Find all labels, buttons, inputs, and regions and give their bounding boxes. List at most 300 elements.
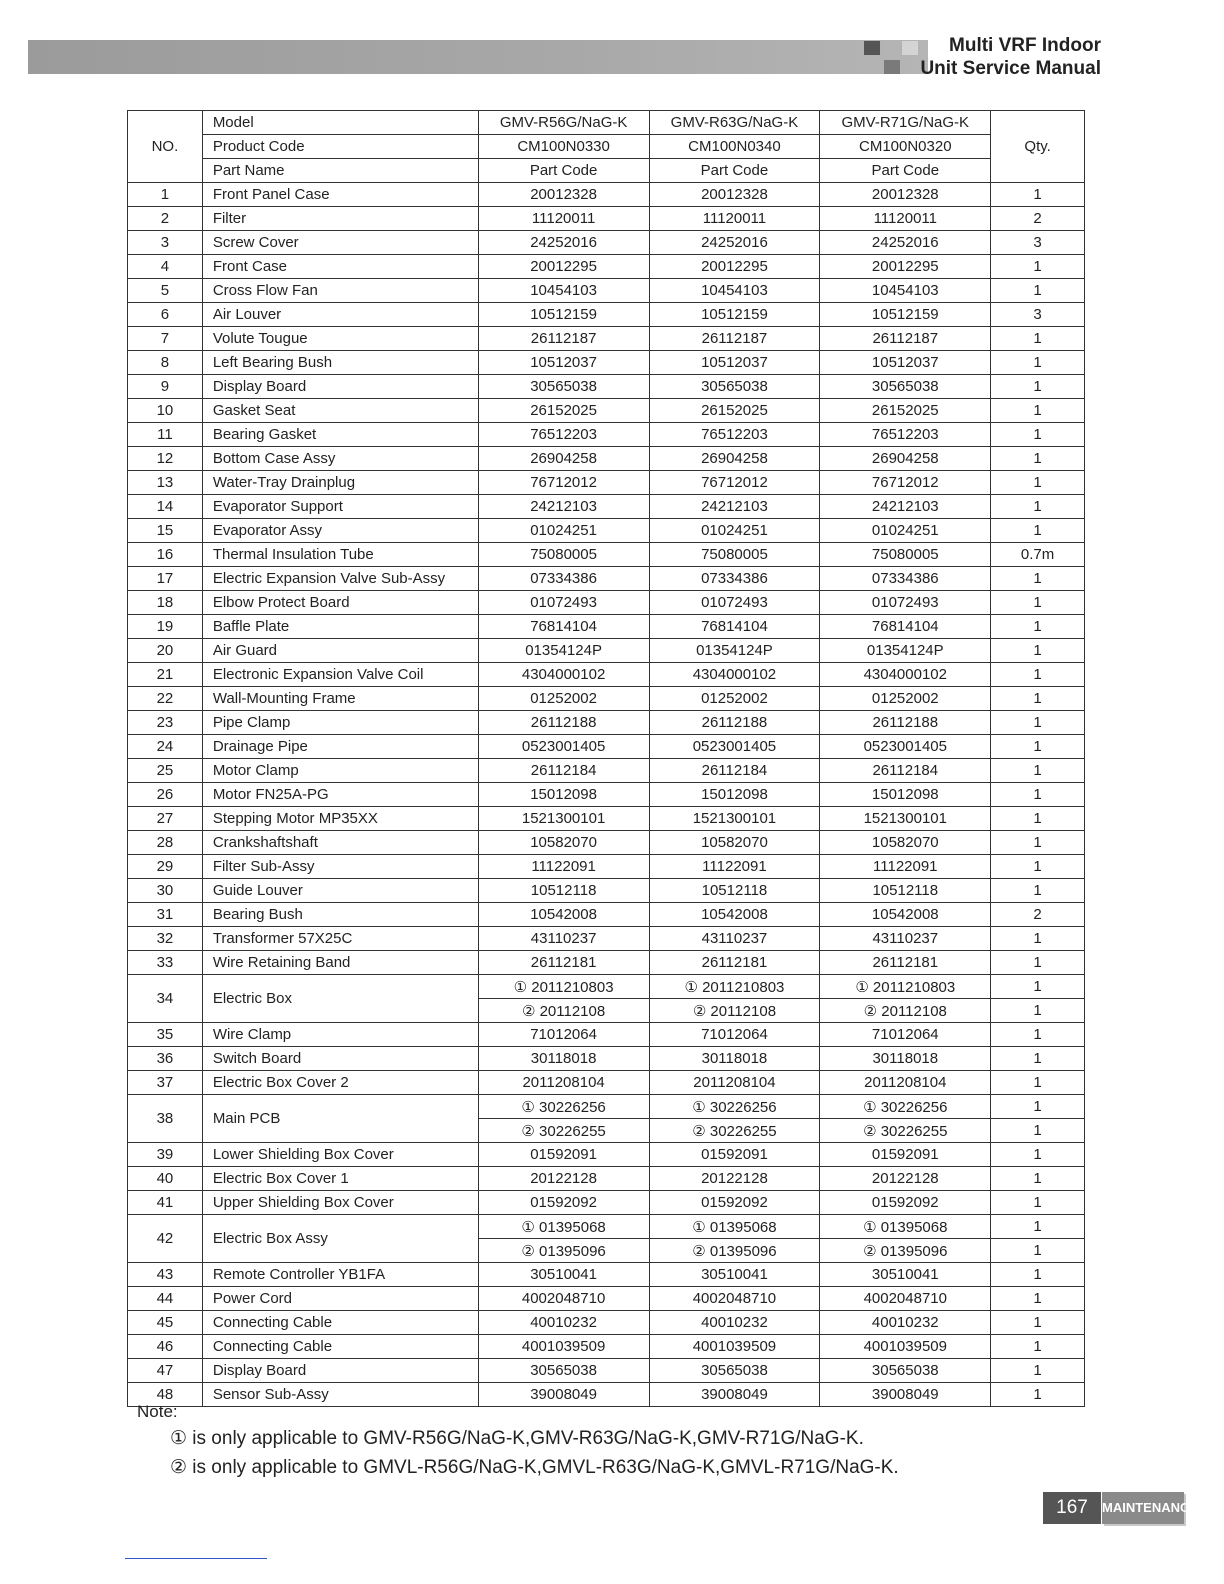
row-number: 31 (128, 903, 203, 927)
table-row (128, 207, 1085, 231)
quantity: 1 (991, 1047, 1085, 1071)
table-row (128, 831, 1085, 855)
quantity: 2 (991, 903, 1085, 927)
part-name: Water-Tray Drainplug (202, 471, 478, 495)
model-header-cell: CM100N0330 (478, 135, 649, 159)
quantity: 1 (991, 399, 1085, 423)
part-code: 71012064 (649, 1023, 820, 1047)
quantity: 1 (991, 711, 1085, 735)
part-code: 24212103 (478, 495, 649, 519)
row-number: 37 (128, 1071, 203, 1095)
row-number: 35 (128, 1023, 203, 1047)
row-number: 19 (128, 615, 203, 639)
part-code: 30510041 (478, 1263, 649, 1287)
part-code: 0523001405 (478, 735, 649, 759)
table-row (128, 663, 1085, 687)
quantity: 1 (991, 639, 1085, 663)
row-number: 29 (128, 855, 203, 879)
quantity: 0.7m (991, 543, 1085, 567)
table-row (128, 543, 1085, 567)
part-name: Filter (202, 207, 478, 231)
part-code: 76512203 (820, 423, 991, 447)
part-code: 01592091 (478, 1143, 649, 1167)
part-code: 26112187 (820, 327, 991, 351)
quantity: 1 (991, 927, 1085, 951)
part-code: ② 30226255 (478, 1119, 649, 1143)
part-code: 39008049 (649, 1383, 820, 1407)
part-code: 24212103 (820, 495, 991, 519)
table-row (128, 327, 1085, 351)
row-number: 45 (128, 1311, 203, 1335)
table-row (128, 279, 1085, 303)
part-code: 4304000102 (478, 663, 649, 687)
model-header-cell: GMV-R63G/NaG-K (649, 111, 820, 135)
part-name: Elbow Protect Board (202, 591, 478, 615)
note-line-2: ② is only applicable to GMVL-R56G/NaG-K,GMVL-R63G/NaG-K,GMVL-R71G/NaG-K. (170, 1457, 899, 1478)
part-code: 01252002 (820, 687, 991, 711)
model-header-cell: CM100N0340 (649, 135, 820, 159)
part-code: 11122091 (820, 855, 991, 879)
part-code: 26152025 (649, 399, 820, 423)
quantity: 1 (991, 375, 1085, 399)
part-code: ② 01395096 (649, 1239, 820, 1263)
part-code: ① 30226256 (649, 1095, 820, 1119)
part-code: 1521300101 (820, 807, 991, 831)
part-code: 11120011 (478, 207, 649, 231)
row-number: 10 (128, 399, 203, 423)
part-code: 30118018 (478, 1047, 649, 1071)
row-number: 24 (128, 735, 203, 759)
quantity: 1 (991, 495, 1085, 519)
part-code: 10512159 (820, 303, 991, 327)
header-label: Part Name (202, 159, 478, 183)
part-code: 01024251 (649, 519, 820, 543)
table-row (128, 615, 1085, 639)
part-code: 10512118 (649, 879, 820, 903)
part-code: 24252016 (820, 231, 991, 255)
table-row (128, 255, 1085, 279)
part-code: ② 20112108 (820, 999, 991, 1023)
table-row (128, 903, 1085, 927)
row-number: 16 (128, 543, 203, 567)
part-code: 20012328 (478, 183, 649, 207)
note-line-1: ① is only applicable to GMV-R56G/NaG-K,GMV-R63G/NaG-K,GMV-R71G/NaG-K. (170, 1428, 864, 1449)
quantity: 1 (991, 351, 1085, 375)
manual-title (920, 34, 1101, 80)
row-number: 5 (128, 279, 203, 303)
part-code: 40010232 (478, 1311, 649, 1335)
part-code: 76814104 (478, 615, 649, 639)
part-code: 01024251 (820, 519, 991, 543)
table-row (128, 1287, 1085, 1311)
part-code: 11120011 (820, 207, 991, 231)
part-name: Electric Box Assy (202, 1215, 478, 1263)
row-number: 7 (128, 327, 203, 351)
part-code: ② 01395096 (478, 1239, 649, 1263)
quantity: 1 (991, 591, 1085, 615)
part-name: Connecting Cable (202, 1311, 478, 1335)
part-name: Power Cord (202, 1287, 478, 1311)
part-code: 2011208104 (820, 1071, 991, 1095)
part-code: ① 2011210803 (649, 975, 820, 999)
part-code: 15012098 (820, 783, 991, 807)
table-row (128, 1095, 1085, 1119)
table-row (128, 591, 1085, 615)
part-code: 01592091 (820, 1143, 991, 1167)
row-number: 39 (128, 1143, 203, 1167)
table-row (128, 183, 1085, 207)
part-code: 20122128 (820, 1167, 991, 1191)
part-code: 30118018 (649, 1047, 820, 1071)
table-row (128, 687, 1085, 711)
quantity: 1 (991, 1359, 1085, 1383)
part-code: 26904258 (649, 447, 820, 471)
part-code: 10512037 (478, 351, 649, 375)
part-code: 10512037 (649, 351, 820, 375)
part-code: 24252016 (649, 231, 820, 255)
table-row (128, 519, 1085, 543)
part-code: 26112187 (649, 327, 820, 351)
part-code: 76712012 (820, 471, 991, 495)
table-row (128, 855, 1085, 879)
table-row (128, 1143, 1085, 1167)
part-code: 07334386 (820, 567, 991, 591)
part-code: 26152025 (820, 399, 991, 423)
quantity: 1 (991, 663, 1085, 687)
table-row (128, 1359, 1085, 1383)
part-name: Motor FN25A-PG (202, 783, 478, 807)
part-code: 01354124P (649, 639, 820, 663)
part-code: 26112187 (478, 327, 649, 351)
quantity: 2 (991, 207, 1085, 231)
row-number: 18 (128, 591, 203, 615)
part-code: 0523001405 (820, 735, 991, 759)
part-code: 43110237 (478, 927, 649, 951)
part-name: Bearing Gasket (202, 423, 478, 447)
table-row (128, 231, 1085, 255)
quantity: 1 (991, 687, 1085, 711)
row-number: 20 (128, 639, 203, 663)
part-code: 26112188 (478, 711, 649, 735)
part-code: 30565038 (478, 1359, 649, 1383)
part-code: 01252002 (649, 687, 820, 711)
part-code: ① 01395068 (820, 1215, 991, 1239)
part-name: Left Bearing Bush (202, 351, 478, 375)
part-code: 26112181 (649, 951, 820, 975)
header-row (128, 159, 1085, 183)
header-label: Product Code (202, 135, 478, 159)
quantity: 1 (991, 1383, 1085, 1407)
part-name: Gasket Seat (202, 399, 478, 423)
row-number: 28 (128, 831, 203, 855)
row-number: 47 (128, 1359, 203, 1383)
part-code: 20012328 (820, 183, 991, 207)
part-code: ① 30226256 (820, 1095, 991, 1119)
no-header: NO. (128, 111, 203, 183)
quantity: 1 (991, 519, 1085, 543)
header-row (128, 135, 1085, 159)
part-code: 39008049 (478, 1383, 649, 1407)
part-code: 71012064 (820, 1023, 991, 1047)
table-row (128, 783, 1085, 807)
quantity: 1 (991, 831, 1085, 855)
part-name: Wire Retaining Band (202, 951, 478, 975)
part-code: 20012295 (820, 255, 991, 279)
table-row (128, 375, 1085, 399)
table-row (128, 1263, 1085, 1287)
part-code: 40010232 (820, 1311, 991, 1335)
part-code: 10512118 (820, 879, 991, 903)
part-code: ② 30226255 (649, 1119, 820, 1143)
part-name: Evaporator Assy (202, 519, 478, 543)
table-row (128, 1167, 1085, 1191)
part-code: 76712012 (649, 471, 820, 495)
part-code: 39008049 (820, 1383, 991, 1407)
part-code: 11122091 (478, 855, 649, 879)
part-code: 76512203 (649, 423, 820, 447)
part-code: 10542008 (478, 903, 649, 927)
part-code: 11122091 (649, 855, 820, 879)
row-number: 34 (128, 975, 203, 1023)
row-number: 12 (128, 447, 203, 471)
part-name: Motor Clamp (202, 759, 478, 783)
part-code: 10582070 (820, 831, 991, 855)
quantity: 1 (991, 855, 1085, 879)
row-number: 26 (128, 783, 203, 807)
part-name: Switch Board (202, 1047, 478, 1071)
table-row (128, 1071, 1085, 1095)
row-number: 32 (128, 927, 203, 951)
header-row (128, 111, 1085, 135)
part-name: Electric Box Cover 1 (202, 1167, 478, 1191)
quantity: 1 (991, 783, 1085, 807)
part-name: Bottom Case Assy (202, 447, 478, 471)
part-name: Lower Shielding Box Cover (202, 1143, 478, 1167)
part-code: 10512159 (649, 303, 820, 327)
part-name: Baffle Plate (202, 615, 478, 639)
part-code: 26904258 (478, 447, 649, 471)
quantity: 1 (991, 471, 1085, 495)
part-code: 4304000102 (820, 663, 991, 687)
part-code: 10512118 (478, 879, 649, 903)
part-code: 01072493 (649, 591, 820, 615)
part-code: 26112184 (820, 759, 991, 783)
table-row (128, 1191, 1085, 1215)
part-name: Stepping Motor MP35XX (202, 807, 478, 831)
part-code: 30565038 (649, 375, 820, 399)
quantity: 1 (991, 807, 1085, 831)
part-code: 75080005 (478, 543, 649, 567)
part-code: 75080005 (820, 543, 991, 567)
quantity: 1 (991, 279, 1085, 303)
table-row (128, 927, 1085, 951)
quantity: 1 (991, 1335, 1085, 1359)
row-number: 14 (128, 495, 203, 519)
part-code: 30118018 (820, 1047, 991, 1071)
part-name: Screw Cover (202, 231, 478, 255)
part-code: ① 2011210803 (478, 975, 649, 999)
part-code: 4001039509 (820, 1335, 991, 1359)
part-name: Volute Tougue (202, 327, 478, 351)
part-name: Front Panel Case (202, 183, 478, 207)
part-code: 30565038 (820, 375, 991, 399)
part-code: 30565038 (820, 1359, 991, 1383)
part-code: 24212103 (649, 495, 820, 519)
part-name: Electric Box (202, 975, 478, 1023)
quantity: 1 (991, 1119, 1085, 1143)
manual-title-line1: Multi VRF Indoor (949, 35, 1101, 56)
part-code: 10454103 (649, 279, 820, 303)
part-name: Front Case (202, 255, 478, 279)
part-code: 76712012 (478, 471, 649, 495)
part-name: Evaporator Support (202, 495, 478, 519)
part-code: 01592091 (649, 1143, 820, 1167)
page-number: 167 (1043, 1492, 1101, 1524)
quantity: 1 (991, 1311, 1085, 1335)
quantity: 1 (991, 255, 1085, 279)
part-code: 10454103 (820, 279, 991, 303)
part-name: Cross Flow Fan (202, 279, 478, 303)
part-code: 26112184 (649, 759, 820, 783)
part-name: Electronic Expansion Valve Coil (202, 663, 478, 687)
part-code: 01592092 (478, 1191, 649, 1215)
row-number: 25 (128, 759, 203, 783)
part-name: Electric Box Cover 2 (202, 1071, 478, 1095)
part-code: 01354124P (478, 639, 649, 663)
part-code: 0523001405 (649, 735, 820, 759)
part-code: 10582070 (478, 831, 649, 855)
row-number: 48 (128, 1383, 203, 1407)
table-row (128, 495, 1085, 519)
row-number: 30 (128, 879, 203, 903)
model-header-cell: Part Code (649, 159, 820, 183)
row-number: 2 (128, 207, 203, 231)
header-label: Model (202, 111, 478, 135)
part-code: 20122128 (649, 1167, 820, 1191)
part-code: 26112181 (820, 951, 991, 975)
row-number: 13 (128, 471, 203, 495)
qty-header: Qty. (991, 111, 1085, 183)
table-row (128, 639, 1085, 663)
part-code: 76512203 (478, 423, 649, 447)
part-code: 30565038 (649, 1359, 820, 1383)
table-row (128, 303, 1085, 327)
part-name: Wall-Mounting Frame (202, 687, 478, 711)
part-code: 71012064 (478, 1023, 649, 1047)
table-row (128, 1047, 1085, 1071)
table-row (128, 711, 1085, 735)
row-number: 11 (128, 423, 203, 447)
table-row (128, 423, 1085, 447)
part-name: Wire Clamp (202, 1023, 478, 1047)
part-code: 07334386 (649, 567, 820, 591)
row-number: 9 (128, 375, 203, 399)
table-row (128, 807, 1085, 831)
table-row (128, 1383, 1085, 1407)
table-row (128, 1023, 1085, 1047)
part-code: 20012328 (649, 183, 820, 207)
part-code: 15012098 (478, 783, 649, 807)
table-row (128, 447, 1085, 471)
model-header-cell: Part Code (478, 159, 649, 183)
quantity: 1 (991, 423, 1085, 447)
row-number: 44 (128, 1287, 203, 1311)
row-number: 33 (128, 951, 203, 975)
part-name: Electric Expansion Valve Sub-Assy (202, 567, 478, 591)
part-code: 4001039509 (649, 1335, 820, 1359)
part-code: 76814104 (649, 615, 820, 639)
part-name: Sensor Sub-Assy (202, 1383, 478, 1407)
quantity: 1 (991, 1095, 1085, 1119)
quantity: 1 (991, 183, 1085, 207)
row-number: 23 (128, 711, 203, 735)
part-name: Air Louver (202, 303, 478, 327)
part-name: Crankshaftshaft (202, 831, 478, 855)
quantity: 1 (991, 735, 1085, 759)
quantity: 1 (991, 1263, 1085, 1287)
quantity: 1 (991, 999, 1085, 1023)
part-code: 10542008 (649, 903, 820, 927)
row-number: 36 (128, 1047, 203, 1071)
part-code: 2011208104 (478, 1071, 649, 1095)
table-row (128, 975, 1085, 999)
part-code: 43110237 (649, 927, 820, 951)
part-code: 10582070 (649, 831, 820, 855)
table-row (128, 567, 1085, 591)
part-code: 26112184 (478, 759, 649, 783)
row-number: 17 (128, 567, 203, 591)
part-code: ① 01395068 (649, 1215, 820, 1239)
part-name: Upper Shielding Box Cover (202, 1191, 478, 1215)
model-header-cell: GMV-R56G/NaG-K (478, 111, 649, 135)
table-row (128, 471, 1085, 495)
part-code: ① 2011210803 (820, 975, 991, 999)
manual-title-line2: Unit Service Manual (920, 58, 1101, 79)
table-row (128, 1215, 1085, 1239)
row-number: 1 (128, 183, 203, 207)
table-row (128, 879, 1085, 903)
quantity: 1 (991, 615, 1085, 639)
row-number: 22 (128, 687, 203, 711)
quantity: 1 (991, 1143, 1085, 1167)
row-number: 40 (128, 1167, 203, 1191)
row-number: 42 (128, 1215, 203, 1263)
part-code: 26904258 (820, 447, 991, 471)
part-code: 4304000102 (649, 663, 820, 687)
decor-square-icon (902, 41, 918, 55)
part-code: 43110237 (820, 927, 991, 951)
part-name: Main PCB (202, 1095, 478, 1143)
part-name: Transformer 57X25C (202, 927, 478, 951)
row-number: 6 (128, 303, 203, 327)
row-number: 27 (128, 807, 203, 831)
part-code: ② 20112108 (649, 999, 820, 1023)
part-code: 26152025 (478, 399, 649, 423)
quantity: 1 (991, 447, 1085, 471)
part-code: 01354124P (820, 639, 991, 663)
table-row (128, 399, 1085, 423)
table-row (128, 1311, 1085, 1335)
quantity: 1 (991, 1215, 1085, 1239)
part-code: 01072493 (478, 591, 649, 615)
part-name: Remote Controller YB1FA (202, 1263, 478, 1287)
quantity: 1 (991, 1191, 1085, 1215)
part-code: 40010232 (649, 1311, 820, 1335)
row-number: 15 (128, 519, 203, 543)
part-code: 01592092 (820, 1191, 991, 1215)
row-number: 41 (128, 1191, 203, 1215)
header-bar (28, 40, 928, 74)
